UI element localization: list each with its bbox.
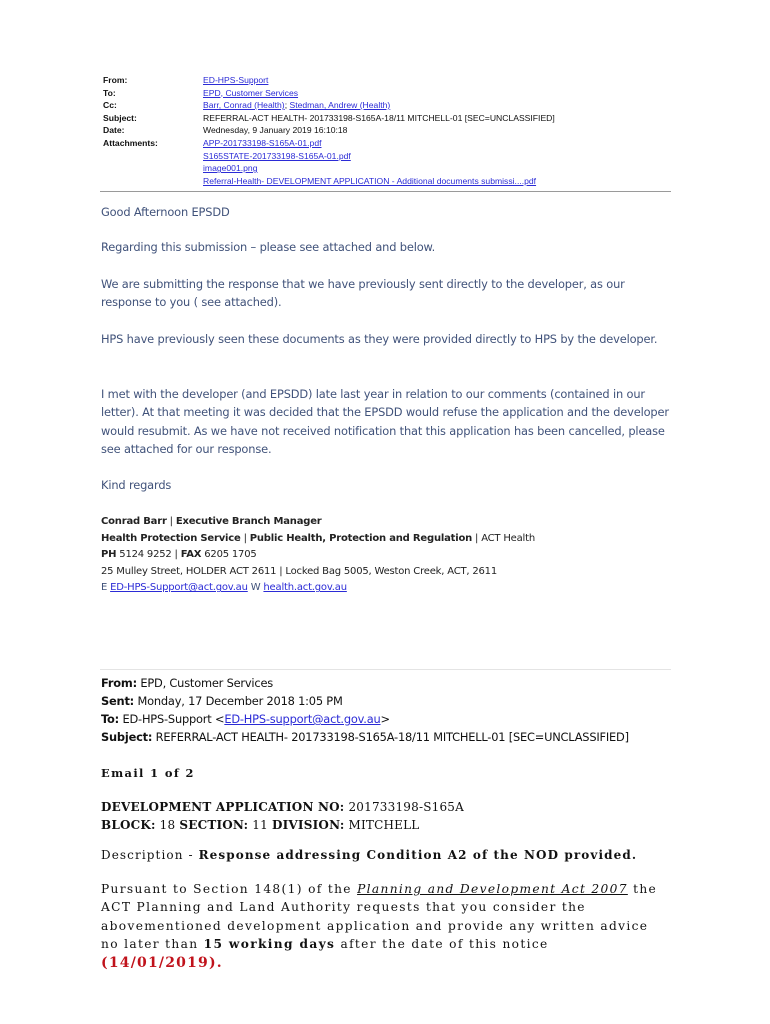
header-date-label: Date:	[103, 125, 125, 136]
signature-address: 25 Mulley Street, HOLDER ACT 2611 | Locked Bag 5005, Weston Creek, ACT, 2611	[101, 565, 497, 577]
header-date-value: Wednesday, 9 January 2019 16:10:18	[203, 125, 348, 136]
forwarded-header	[101, 674, 681, 746]
message-paragraph-3: HPS have previously seen these documents as they were provided directly to HPS by the developer.	[101, 332, 658, 346]
application-details	[101, 798, 701, 834]
message-paragraph-2: We are submitting the response that we have previously sent directly to the developer, as our response to you ( see attached).	[101, 277, 625, 310]
message-paragraph-4: I met with the developer (and EPSDD) late last year in relation to our comments (contained in our letter). At that meeting it was decided that the EPSDD would refuse the application and the developer would resubmit. As we have not received notification that this application has been cancelled, please see attached for our response.	[101, 387, 669, 457]
header-subject-row	[103, 112, 703, 125]
header-subject-label: Subject:	[103, 112, 137, 123]
attachment-link[interactable]: APP-201733198-S165A-01.pdf	[203, 137, 322, 148]
signature-email-link[interactable]: ED-HPS-Support@act.gov.au	[110, 582, 248, 594]
header-from-row	[103, 74, 703, 87]
header-divider	[100, 191, 671, 192]
forwarded-to-row: To: ED-HPS-Support <ED-HPS-support@act.gov.au>	[101, 712, 390, 726]
da-number-line: DEVELOPMENT APPLICATION NO: 201733198-S165A	[101, 800, 465, 814]
attachment-link[interactable]: image001.png	[203, 163, 258, 174]
attachment-link[interactable]: Referral-Health- DEVELOPMENT APPLICATION - Additional documents submissi....pdf	[203, 175, 537, 186]
act-name: Planning and Development Act 2007	[357, 882, 628, 896]
signature-line-1: Conrad Barr | Executive Branch Manager	[101, 516, 322, 527]
signature-line-2: Health Protection Service | Public Health, Protection and Regulation | ACT Health	[101, 532, 535, 544]
message-paragraph-1: Regarding this submission – please see attached and below.	[101, 240, 436, 254]
header-to-row	[103, 87, 703, 100]
signature-line-5: E ED-HPS-Support@act.gov.au W health.act.gov.au	[101, 582, 347, 594]
attachment-link[interactable]: S165STATE-201733198-S165A-01.pdf	[203, 150, 351, 161]
header-attachments-label: Attachments:	[103, 137, 158, 148]
forwarded-sent-row: Sent: Monday, 17 December 2018 1:05 PM	[101, 694, 343, 708]
attachment-list	[203, 137, 703, 187]
block-section-line: BLOCK: 18 SECTION: 11 DIVISION: MITCHELL	[101, 818, 420, 832]
header-cc-label: Cc:	[103, 100, 117, 111]
closing: Kind regards	[101, 478, 172, 492]
header-date-row	[103, 124, 703, 137]
notice-paragraph: Pursuant to Section 148(1) of the Planning and Development Act 2007 the ACT Planning and Land Authority requests that you consider the abovementioned development application and provide any written advice no later than 15 working days after the date of this notice (14/01/2019).	[101, 882, 658, 971]
header-to-label: To:	[103, 87, 116, 98]
header-from-label: From:	[103, 75, 128, 85]
forwarded-from-row: From: EPD, Customer Services	[101, 676, 274, 690]
description-line: Description - Response addressing Condition A2 of the NOD provided.	[101, 848, 638, 862]
header-cc-link-1[interactable]: Barr, Conrad (Health)	[203, 100, 285, 111]
forwarded-to-email-link[interactable]: ED-HPS-support@act.gov.au	[224, 712, 381, 726]
signature-line-3: PH 5124 9252 | FAX 6205 1705	[101, 549, 257, 561]
header-to-link[interactable]: EPD, Customer Services	[203, 87, 299, 98]
signature-block	[101, 514, 671, 597]
forward-divider	[100, 669, 671, 670]
header-cc-link-2[interactable]: Stedman, Andrew (Health)	[289, 100, 391, 111]
header-subject-value: REFERRAL-ACT HEALTH- 201733198-S165A-18/11 MITCHELL-01 [SEC=UNCLASSIFIED]	[203, 112, 555, 123]
header-from-link[interactable]: ED-HPS-Support	[203, 75, 269, 85]
header-cc-separator: ;	[284, 100, 288, 111]
email-header	[103, 74, 703, 187]
signature-web-link[interactable]: health.act.gov.au	[263, 582, 347, 594]
email-count: Email 1 of 2	[101, 766, 195, 780]
header-attachments-row	[103, 137, 703, 187]
forwarded-subject-row: Subject: REFERRAL-ACT HEALTH- 201733198-S165A-18/11 MITCHELL-01 [SEC=UNCLASSIFIED]	[101, 730, 629, 744]
deadline-date: (14/01/2019).	[101, 954, 223, 971]
header-cc-row	[103, 99, 703, 112]
greeting: Good Afternoon EPSDD	[101, 205, 230, 219]
